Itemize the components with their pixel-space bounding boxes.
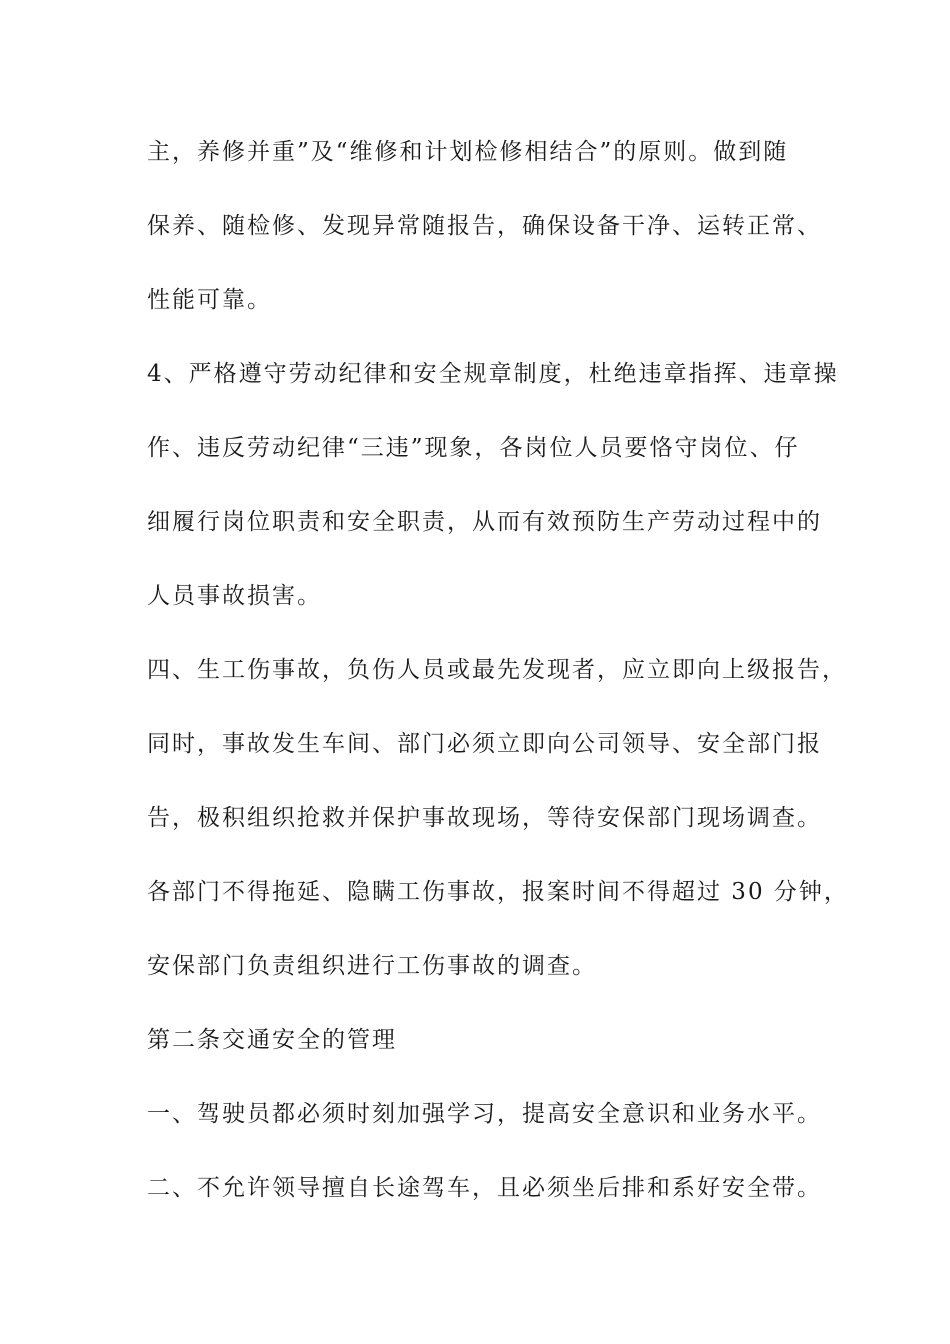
text-line: 安保部门负责组织进行工伤事故的调查。 [147, 953, 597, 979]
text-line: 细履行岗位职责和安全职责，从而有效预防生产劳动过程中的 [147, 509, 822, 535]
text-line: 一、驾驶员都必须时刻加强学习，提高安全意识和业务水平。 [147, 1101, 822, 1127]
section-heading: 第二条交通安全的管理 [147, 1027, 397, 1053]
text-line: 各部门不得拖延、隐瞒工伤事故，报案时间不得超过 30 分钟， [147, 879, 849, 905]
text-line: 4、严格遵守劳动纪律和安全规章制度，杜绝违章指挥、违章操 [147, 361, 839, 387]
text-line: 性能可靠。 [147, 287, 272, 313]
text-line: 二、不允许领导擅自长途驾车，且必须坐后排和系好安全带。 [147, 1175, 822, 1201]
text-line: 四、生工伤事故，负伤人员或最先发现者，应立即向上级报告， [147, 657, 847, 683]
text-line: 保养、随检修、发现异常随报告，确保设备干净、运转正常、 [147, 213, 822, 239]
text-line: 人员事故损害。 [147, 583, 322, 609]
text-line: 作、违反劳动纪律“三违”现象，各岗位人员要恪守岗位、仔 [147, 435, 800, 461]
text-line: 主，养修并重”及“维修和计划检修相结合”的原则。做到随 [147, 139, 789, 165]
text-line: 同时，事故发生车间、部门必须立即向公司领导、安全部门报 [147, 731, 822, 757]
text-line: 告，极积组织抢救并保护事故现场，等待安保部门现场调查。 [147, 805, 822, 831]
